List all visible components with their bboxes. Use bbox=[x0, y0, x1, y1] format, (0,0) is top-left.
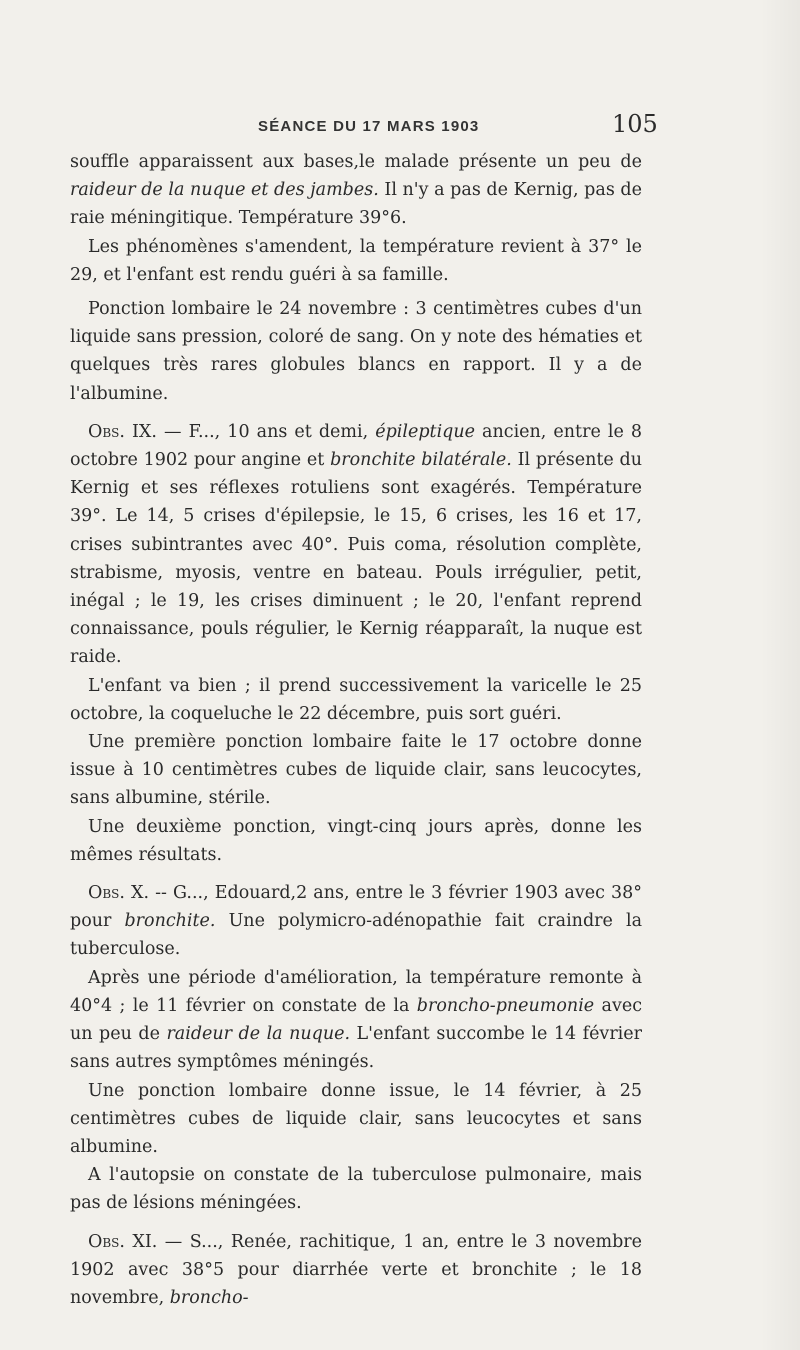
paragraph-7: Une deuxième ponction, vingt-cinq jours après, donne les mêmes résultats. bbox=[70, 816, 642, 865]
paragraph-9 bbox=[70, 964, 642, 1077]
text-run: -- G..., Edouard,2 ans, entre le 3 février 1903 avec 38° pour bbox=[70, 883, 642, 932]
observation-label: Obs. IX. bbox=[88, 421, 157, 442]
text-run: avec un peu de bbox=[70, 995, 642, 1045]
italic-run: bronchite. bbox=[124, 911, 216, 932]
text-run: souffle apparaissent aux bases,le malade présente un peu de bbox=[70, 152, 642, 172]
paragraph-10: Une ponction lombaire donne issue, le 14 février, à 25 centimètres cubes de liquide clair, sans leucocytes et sans albumine. bbox=[70, 1080, 642, 1157]
paragraph-11: A l'autopsie on constate de la tuberculose pulmonaire, mais pas de lésions méningées. bbox=[70, 1165, 642, 1214]
italic-run: épileptique bbox=[375, 421, 475, 442]
italic-run: broncho-pneumonie bbox=[416, 995, 595, 1016]
paragraph-1 bbox=[70, 148, 642, 233]
page-number: 105 bbox=[612, 110, 658, 138]
text-run: ancien, entre le 8 octobre 1902 pour angine et bbox=[70, 421, 643, 471]
body-text bbox=[70, 148, 642, 1312]
text-run: — F..., 10 ans et demi, bbox=[156, 421, 376, 442]
observation-label: Obs. XI. bbox=[88, 1231, 158, 1252]
italic-run: raideur de la nuque et des jambes. bbox=[70, 180, 379, 201]
paragraph-2: Les phénomènes s'amendent, la température revient à 37° le 29, et l'enfant est rendu guéri à sa famille. bbox=[70, 236, 642, 285]
text-run: L'enfant succombe le 14 février sans autres symptômes méningés. bbox=[70, 1024, 642, 1073]
paragraph-obs-ix bbox=[70, 418, 642, 672]
paragraph-5: L'enfant va bien ; il prend successivement la varicelle le 25 octobre, la coqueluche le 22 décembre, puis sort guéri. bbox=[70, 675, 642, 724]
italic-run: broncho- bbox=[169, 1287, 249, 1308]
text-run: Il présente du Kernig et ses réflexes rotuliens sont exagérés. Température 39°. Le 14, 5 crises d'épilepsie, le 15, 6 crises, les 16 et 17, crises subintrantes avec 40°. Puis coma, résolution complète, strabisme, myosis, ventre en bateau. Pouls irrégulier, petit, inégal ; le 19, les crises diminuent ; le 20, l'enfant reprend connaissance, pouls régulier, le Kernig réapparaît, la nuque est raide. bbox=[70, 450, 643, 668]
observation-label: Obs. X. bbox=[88, 883, 150, 904]
paragraph-3: Ponction lombaire le 24 novembre : 3 centimètres cubes d'un liquide sans pression, coloré de sang. On y note des hématies et quelques très rares globules blancs en rapport. Il y a de l'albumine. bbox=[70, 299, 642, 404]
text-run: — S..., Renée, rachitique, 1 an, entre le 3 novembre 1902 avec 38°5 pour diarrhée verte et bronchite ; le 18 novembre, bbox=[70, 1231, 642, 1308]
text-run: Il n'y a pas de Kernig, pas de raie méningitique. Température 39°6. bbox=[70, 180, 642, 229]
text-run: Une polymicro-adénopathie fait craindre la tuberculose. bbox=[70, 911, 642, 960]
paragraph-6: Une première ponction lombaire faite le 17 octobre donne issue à 10 centimètres cubes de liquide clair, sans leucocytes, sans albumine, stérile. bbox=[70, 732, 642, 809]
header-title: SÉANCE DU 17 MARS 1903 bbox=[258, 118, 480, 135]
italic-run: raideur de la nuque. bbox=[166, 1024, 351, 1045]
italic-run: bronchite bilatérale. bbox=[330, 450, 512, 471]
text-run: Après une période d'amélioration, la température remonte à 40°4 ; le 11 février on constate de la bbox=[70, 967, 642, 1016]
running-header bbox=[0, 110, 800, 140]
paragraph-obs-xi bbox=[70, 1228, 642, 1313]
scan-edge-shadow bbox=[760, 0, 800, 1350]
paragraph-obs-x bbox=[70, 879, 642, 964]
